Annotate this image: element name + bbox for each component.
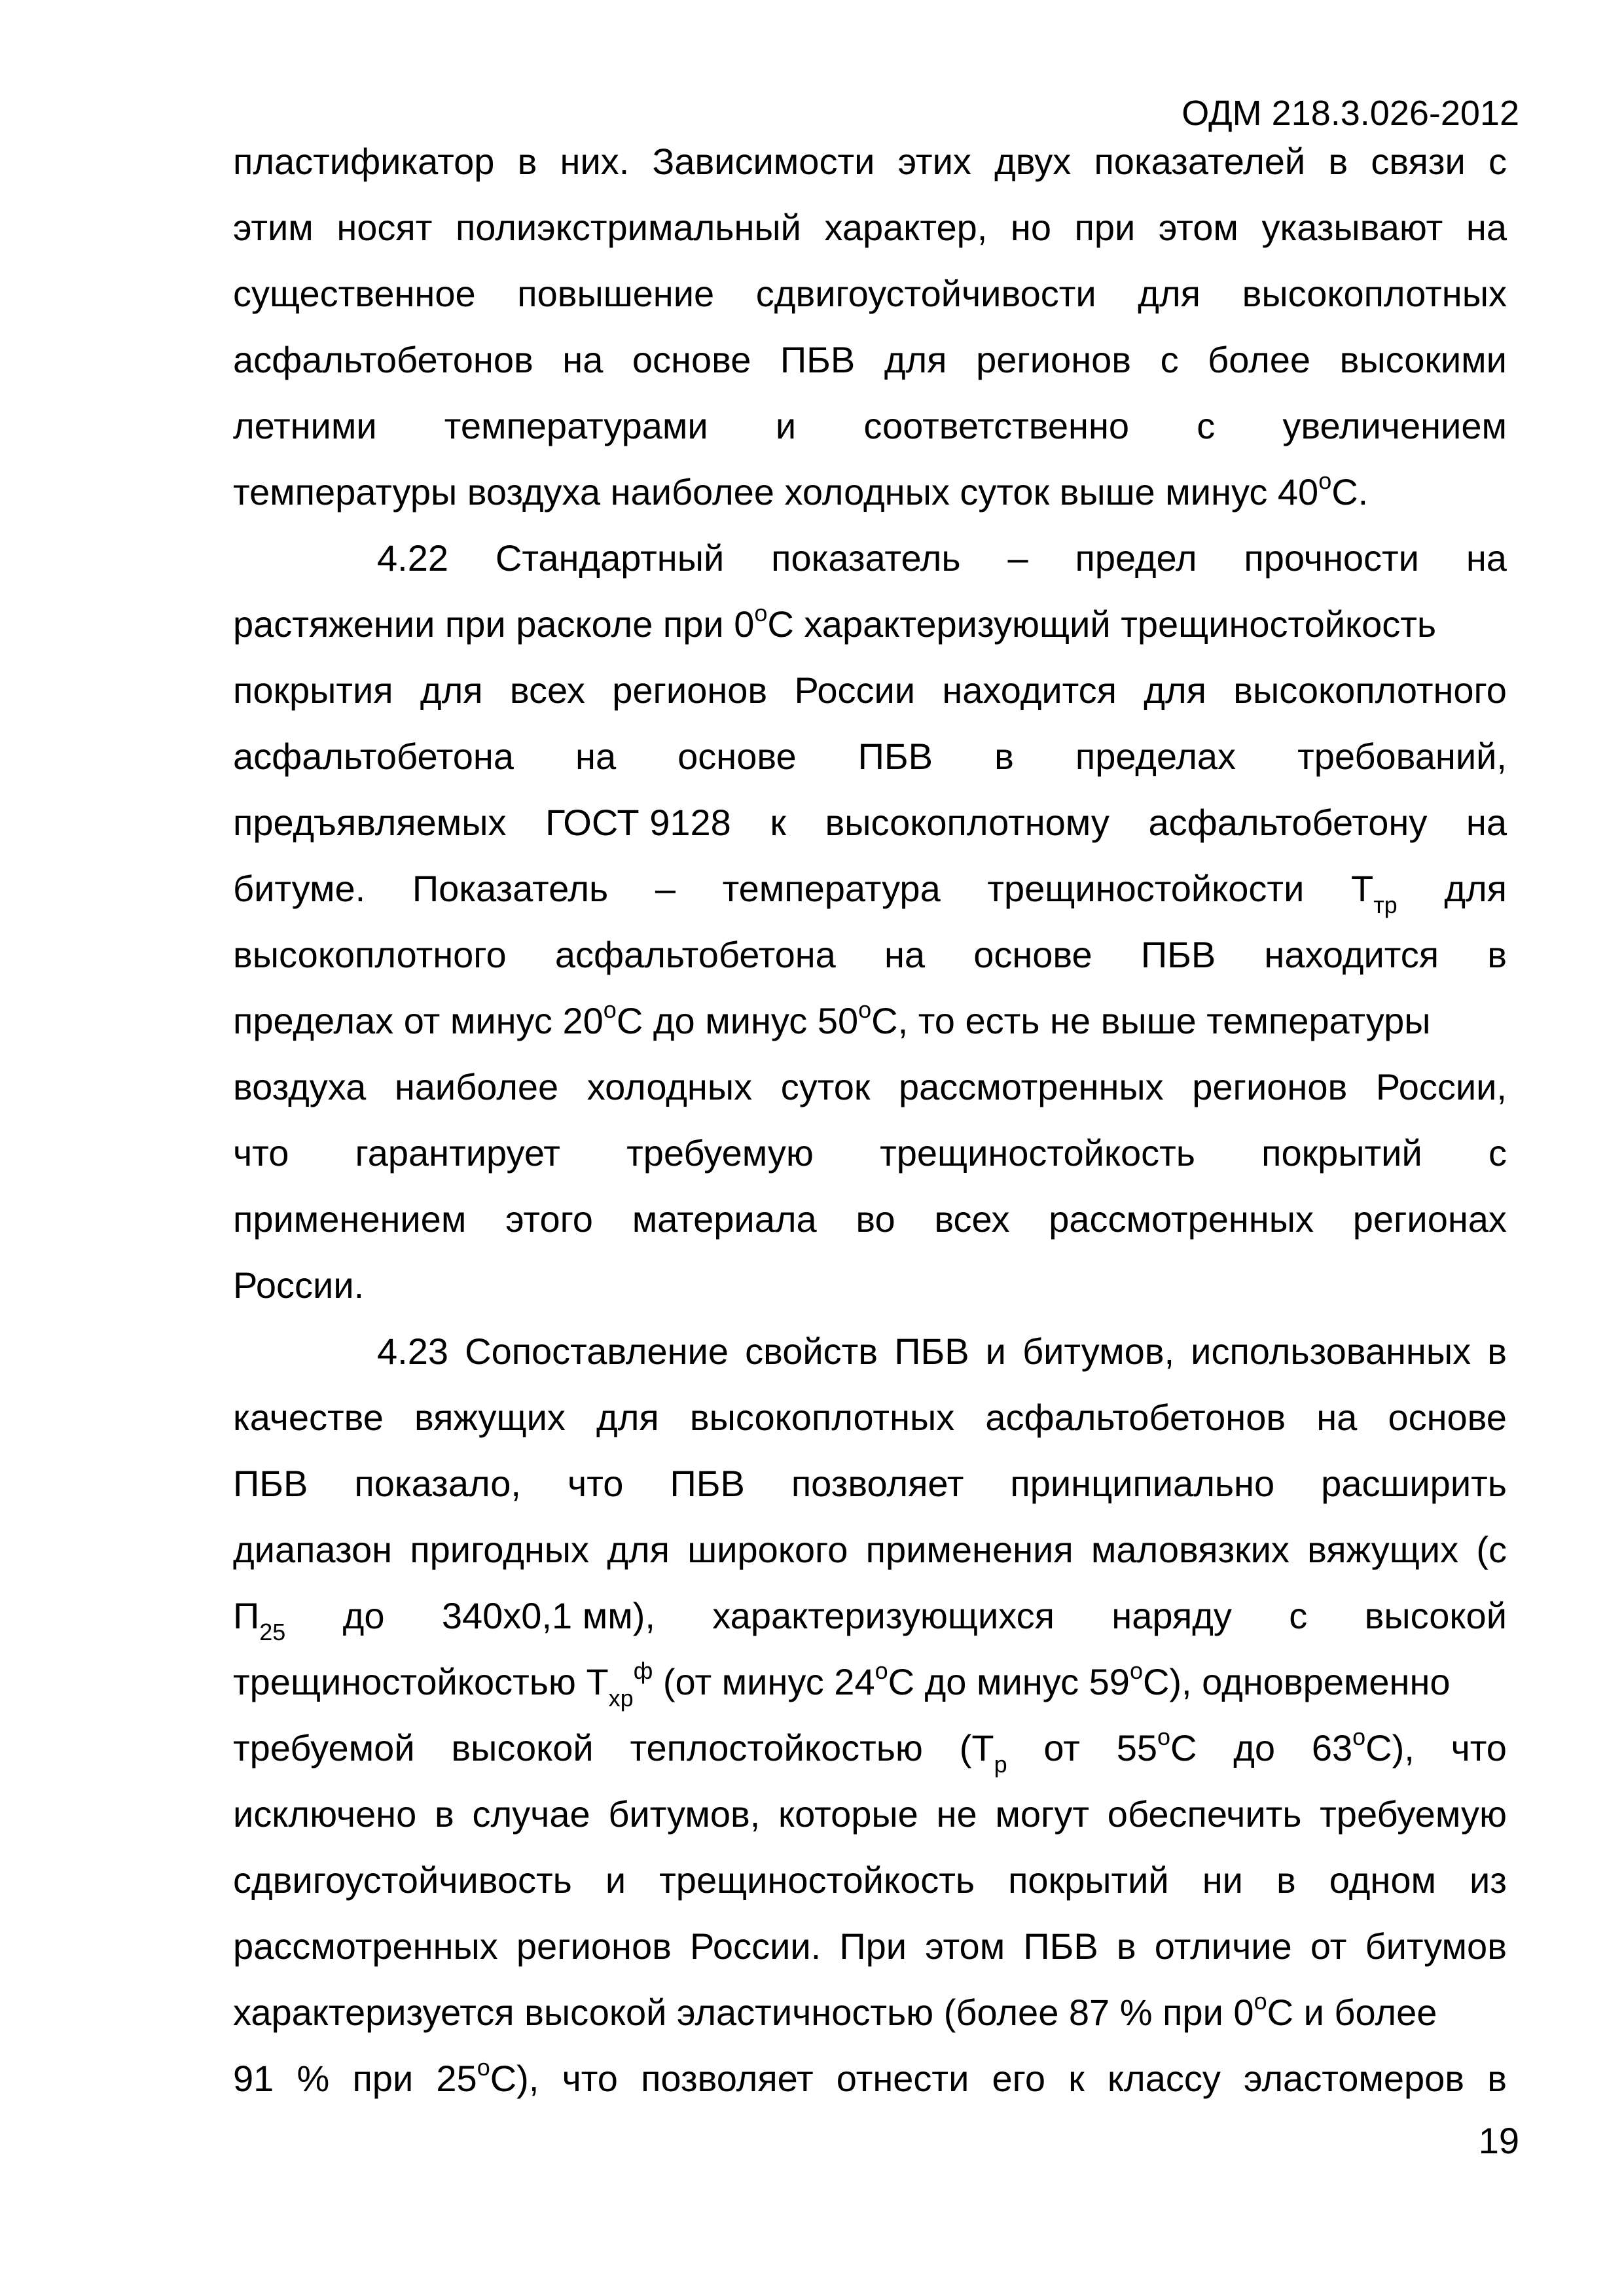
text-line: требуемой высокой теплостойкостью ($Т_р$ от $55^оС$ до $63^оС$), что bbox=[233, 1715, 1507, 1781]
word: ПБВ bbox=[233, 1463, 308, 1504]
word: высокоплотного bbox=[233, 934, 507, 975]
word: указывают bbox=[1261, 207, 1443, 248]
word: в bbox=[1487, 934, 1507, 975]
text-line bbox=[233, 1120, 1507, 1186]
word: показатель bbox=[771, 537, 961, 579]
text-line bbox=[233, 1913, 1507, 1979]
word: температурами bbox=[444, 405, 708, 446]
word: При bbox=[839, 1926, 907, 1967]
word: вяжущих bbox=[1307, 1529, 1459, 1570]
degree-sup: о bbox=[754, 600, 768, 627]
word: и bbox=[985, 1331, 1006, 1372]
word: регионов bbox=[1192, 1066, 1348, 1107]
word: для bbox=[884, 339, 947, 380]
word: трещиностойкость bbox=[880, 1132, 1195, 1174]
word: диапазон bbox=[233, 1529, 393, 1570]
word: основе bbox=[1388, 1397, 1507, 1438]
word: регионов bbox=[516, 1926, 672, 1967]
word: и bbox=[605, 1859, 626, 1901]
word: прочности bbox=[1244, 537, 1419, 579]
word: и bbox=[775, 405, 797, 446]
word: требований, bbox=[1297, 736, 1507, 777]
word: гарантирует bbox=[355, 1132, 560, 1174]
text-line bbox=[233, 459, 1507, 525]
word: этого bbox=[505, 1198, 593, 1240]
word: ПБВ bbox=[780, 339, 856, 380]
word: 4.22 bbox=[377, 537, 448, 579]
text-line bbox=[233, 1318, 1507, 1384]
word: России. bbox=[690, 1926, 821, 1967]
text-line bbox=[233, 723, 1507, 789]
degree-sup: о bbox=[1318, 467, 1332, 495]
word: ГОСТ 9128 bbox=[545, 802, 731, 843]
word: для bbox=[1138, 273, 1200, 314]
word: в bbox=[434, 1793, 454, 1835]
text-line bbox=[233, 1847, 1507, 1913]
word: рассмотренных bbox=[1049, 1198, 1314, 1240]
text-line bbox=[233, 194, 1507, 260]
word: асфальтобетона bbox=[554, 934, 836, 975]
word: битумов bbox=[1365, 1926, 1507, 1967]
word: показало, bbox=[354, 1463, 521, 1504]
word: (с bbox=[1476, 1529, 1507, 1570]
word: принципиально bbox=[1010, 1463, 1275, 1504]
word: Сопоставление bbox=[465, 1331, 729, 1372]
text-line bbox=[233, 657, 1507, 723]
word: высокоплотных bbox=[1242, 273, 1507, 314]
word: высокоплотных bbox=[689, 1397, 955, 1438]
word: применения bbox=[865, 1529, 1074, 1570]
word: в bbox=[1328, 141, 1348, 182]
word: воздуха bbox=[233, 1066, 367, 1107]
word: основе bbox=[973, 934, 1092, 975]
text-line bbox=[233, 393, 1507, 459]
word: России bbox=[794, 670, 916, 711]
text-line bbox=[233, 591, 1507, 657]
word: для bbox=[607, 1529, 670, 1570]
word: применением bbox=[233, 1198, 467, 1240]
word: отличие bbox=[1154, 1926, 1292, 1967]
word: на bbox=[884, 934, 926, 975]
word: на bbox=[1466, 537, 1507, 579]
word: для bbox=[420, 670, 483, 711]
word: пределах bbox=[1075, 736, 1236, 777]
word: не bbox=[936, 1793, 977, 1835]
word: что bbox=[233, 1132, 289, 1174]
word: в bbox=[1487, 1331, 1507, 1372]
word: более bbox=[1208, 339, 1311, 380]
paragraph-4-22 bbox=[233, 525, 1507, 1318]
text-line bbox=[233, 1186, 1507, 1252]
word: летними bbox=[233, 405, 377, 446]
word: обеспечить bbox=[1107, 1793, 1302, 1835]
word: этом bbox=[1158, 207, 1238, 248]
word: с bbox=[1197, 405, 1216, 446]
word: требуемую bbox=[626, 1132, 814, 1174]
text-line: 91 % при $25^оС$), что позволяет отнести его к классу эластомеров в bbox=[233, 2054, 1507, 2099]
word: использованных bbox=[1191, 1331, 1471, 1372]
word: асфальтобетону bbox=[1148, 802, 1428, 843]
text-line bbox=[233, 1649, 1507, 1715]
word: от bbox=[1310, 1926, 1347, 1967]
word: рассмотренных bbox=[898, 1066, 1164, 1107]
word: основе bbox=[677, 736, 797, 777]
word: покрытий bbox=[1261, 1132, 1422, 1174]
word: регионов bbox=[976, 339, 1132, 380]
word: покрытий bbox=[1008, 1859, 1169, 1901]
word: на bbox=[1466, 207, 1507, 248]
word: асфальтобетонов bbox=[985, 1397, 1286, 1438]
word: всех bbox=[509, 670, 585, 711]
text-line bbox=[233, 1979, 1507, 2045]
text-line bbox=[233, 988, 1507, 1054]
word: во bbox=[856, 1198, 895, 1240]
word: наиболее bbox=[394, 1066, 559, 1107]
word: к bbox=[770, 802, 786, 843]
document-code: ОДМ 218.3.026-2012 bbox=[1182, 94, 1519, 133]
word: этом bbox=[925, 1926, 1005, 1967]
word: случае bbox=[472, 1793, 590, 1835]
word: но bbox=[1010, 207, 1051, 248]
word: суток bbox=[780, 1066, 871, 1107]
word: регионов bbox=[612, 670, 768, 711]
word: сдвигоустойчивость bbox=[233, 1859, 572, 1901]
text-span: пределах от минус $20^оС$ до минус $50^оС$, то есть не выше температуры bbox=[233, 996, 1431, 1041]
word: полиэкстримальный bbox=[455, 207, 801, 248]
word: маловязких bbox=[1091, 1529, 1290, 1570]
word: соответственно bbox=[863, 405, 1130, 446]
paragraph-4-23 bbox=[233, 1318, 1507, 2111]
word: вяжущих bbox=[414, 1397, 566, 1438]
word: этим bbox=[233, 207, 314, 248]
word: качестве bbox=[233, 1397, 384, 1438]
text-line bbox=[233, 789, 1507, 855]
word: из bbox=[1470, 1859, 1507, 1901]
word: всех bbox=[934, 1198, 1010, 1240]
word: пригодных bbox=[410, 1529, 590, 1570]
word: пластификатор bbox=[233, 141, 495, 182]
word: с bbox=[1160, 339, 1179, 380]
word: которые bbox=[778, 1793, 918, 1835]
text-line bbox=[233, 128, 1507, 194]
word: ПБВ bbox=[857, 736, 933, 777]
word: увеличением bbox=[1282, 405, 1507, 446]
word: находится bbox=[1264, 934, 1439, 975]
text-line bbox=[233, 525, 1507, 591]
word: при bbox=[1074, 207, 1136, 248]
page-number: 19 bbox=[1478, 2120, 1519, 2161]
text-line: $П_{25}$ до 340х0,1 мм), характеризующихся наряду с высокой bbox=[233, 1583, 1507, 1649]
text-line bbox=[233, 922, 1507, 988]
word: битумов, bbox=[608, 1793, 761, 1835]
word: на bbox=[1316, 1397, 1358, 1438]
word: холодных bbox=[586, 1066, 753, 1107]
word: с bbox=[1488, 141, 1507, 182]
word: что bbox=[568, 1463, 624, 1504]
word: для bbox=[596, 1397, 659, 1438]
text-span: С. bbox=[1331, 471, 1369, 512]
word: асфальтобетона bbox=[233, 736, 514, 777]
text-line bbox=[233, 1054, 1507, 1120]
text-line bbox=[233, 327, 1507, 393]
word: ни bbox=[1202, 1859, 1243, 1901]
word: России, bbox=[1375, 1066, 1507, 1107]
word: носят bbox=[336, 207, 433, 248]
word: материала bbox=[632, 1198, 817, 1240]
word: этих bbox=[897, 141, 971, 182]
word: в bbox=[1116, 1926, 1136, 1967]
word: для bbox=[1144, 670, 1206, 711]
text-span: трещиностойкостью $Т_{хр}^ф$ (от минус $24^оС$ до минус $59^оС$), одновременно bbox=[233, 1657, 1451, 1712]
word: позволяет bbox=[791, 1463, 964, 1504]
word: двух bbox=[994, 141, 1072, 182]
word: рассмотренных bbox=[233, 1926, 498, 1967]
word: Стандартный bbox=[495, 537, 725, 579]
word: повышение bbox=[517, 273, 715, 314]
word: основе bbox=[632, 339, 751, 380]
word: в bbox=[1276, 1859, 1296, 1901]
word: свойств bbox=[745, 1331, 878, 1372]
text-line bbox=[233, 1384, 1507, 1450]
word: них. bbox=[560, 141, 630, 182]
word: могут bbox=[995, 1793, 1090, 1835]
word: характер, bbox=[824, 207, 988, 248]
word: одном bbox=[1329, 1859, 1436, 1901]
word: существенное bbox=[233, 273, 476, 314]
text-line bbox=[233, 1450, 1507, 1516]
word: на bbox=[562, 339, 604, 380]
text-line bbox=[233, 260, 1507, 327]
word: высокоплотного bbox=[1233, 670, 1507, 711]
text-line bbox=[233, 1781, 1507, 1847]
word: высокоплотному bbox=[825, 802, 1110, 843]
word: высокими bbox=[1339, 339, 1507, 380]
word: требуемую bbox=[1320, 1793, 1507, 1835]
word: – bbox=[1007, 537, 1028, 579]
word: битумов, bbox=[1022, 1331, 1175, 1372]
symbol-t-tr: $Т_{тр}$ bbox=[1350, 868, 1398, 919]
word: ПБВ bbox=[670, 1463, 745, 1504]
word: 4.23 bbox=[377, 1331, 448, 1372]
text-span: растяжении при расколе при $0^оС$ характеризующий трещиностойкость bbox=[233, 600, 1437, 645]
word: исключено bbox=[233, 1793, 417, 1835]
symbol-t-r: ($Т_р$ bbox=[959, 1727, 1007, 1778]
word: ПБВ bbox=[1140, 934, 1216, 975]
word: асфальтобетонов bbox=[233, 339, 533, 380]
text-span: температуры воздуха наиболее холодных суток выше минус 40 bbox=[233, 471, 1319, 512]
text-span: характеризуется высокой эластичностью (более 87 % при $0^оС$ и более bbox=[233, 1988, 1437, 2033]
word: предъявляемых bbox=[233, 802, 507, 843]
word: на bbox=[575, 736, 617, 777]
word: Зависимости bbox=[652, 141, 875, 182]
word: сдвигоустойчивости bbox=[755, 273, 1096, 314]
word: на bbox=[1466, 802, 1507, 843]
word: связи bbox=[1371, 141, 1466, 182]
symbol-p25: $П_{25}$ bbox=[233, 1595, 286, 1646]
word: предел bbox=[1075, 537, 1197, 579]
word: широкого bbox=[687, 1529, 848, 1570]
word: покрытия bbox=[233, 670, 393, 711]
word: регионах bbox=[1352, 1198, 1507, 1240]
word: трещиностойкость bbox=[659, 1859, 975, 1901]
text-line bbox=[233, 1516, 1507, 1583]
word: ПБВ bbox=[894, 1331, 969, 1372]
word: с bbox=[1488, 1132, 1507, 1174]
word: в bbox=[994, 736, 1014, 777]
word: находится bbox=[942, 670, 1117, 711]
text-line: России. bbox=[233, 1265, 365, 1306]
word: показателей bbox=[1094, 141, 1306, 182]
paragraph-continuation bbox=[233, 128, 1507, 525]
word: ПБВ bbox=[1023, 1926, 1098, 1967]
text-line: битуме. Показатель – температура трещиностойкости $Т_{тр}$ для bbox=[233, 855, 1507, 922]
word: расширить bbox=[1321, 1463, 1507, 1504]
word: в bbox=[517, 141, 537, 182]
